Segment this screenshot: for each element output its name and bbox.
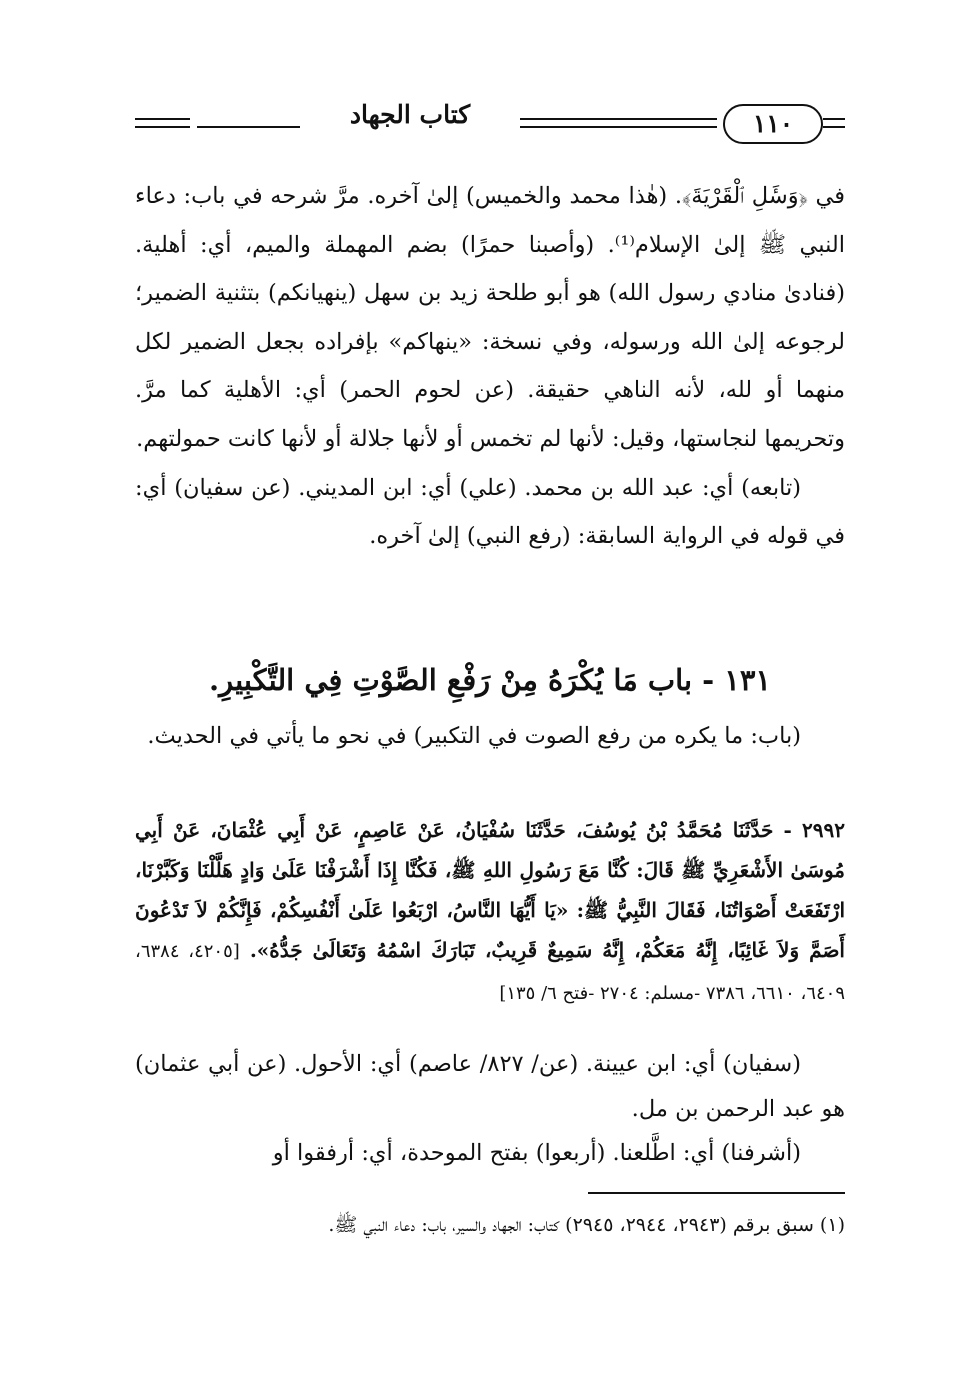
page-number: ١١٠ [723,104,823,144]
header-rule-left [135,126,190,128]
book-title: كتاب الجهاد [300,100,520,129]
paragraph: (سفيان) أي: ابن عيينة. (عن/ ٨٢٧/ عاصم) أي: الأحول. (عن أبي عثمان) هو عبد الرحمن بن مل. [135,1051,845,1122]
header-rule-right [823,118,845,120]
commentary [135,1042,845,1176]
header-rule-left [135,118,190,120]
chapter-description [135,712,845,760]
hadith-references: [٤٢٠٥، ٦٣٨٤، ٦٤٠٩، ٦٦١٠، ٧٣٨٦ -مسلم: ٢٧٠٤ -فتح ٦/ ١٣٥] [135,941,845,1004]
footnote: (١) سبق برقم (٢٩٤٣، ٢٩٤٤، ٢٩٤٥) كتاب: الجهاد والسير، باب: دعاء النبي ﷺ. [328,1214,845,1236]
header-rule-right [823,126,845,128]
main-text [135,172,845,561]
hadith-body: ٢٩٩٢ - حَدَّثَنَا مُحَمَّدُ بْنُ يُوسُفَ، حَدَّثَنَا سُفْيَانُ، عَنْ عَاصِمٍ، عَنْ أَبِي عُثْمَانَ، عَنْ أَبِي مُوسَىٰ الأَشْعَرِيِّ ﷺ قَالَ: كُنَّا مَعَ رَسُولِ اللهِ ﷺ، فَكُنَّا إِذَا أَشْرَفْنَا عَلَىٰ وَادٍ هَلَّلْنَا وَكَبَّرْنَا، ارْتَفَعَتْ أَصْوَاتُنَا، فَقَالَ النَّبِيُّ ﷺ: «يَا أَيُّهَا النَّاسُ، ارْبَعُوا عَلَىٰ أَنْفُسِكُمْ، فَإِنَّكُمْ لاَ تَدْعُونَ أَصَمَّ وَلاَ غَائِبًا، إِنَّهُ مَعَكُمْ، إِنَّهُ سَمِيعٌ قَرِيبٌ، تَبَارَكَ اسْمُهُ وَتَعَالَىٰ جَدُّهُ». [135,818,845,962]
paragraph: في ﴿وَسَٔلِ ٱلْقَرْيَةَ﴾. (هٰذا محمد والخميس) إلىٰ آخره. مرَّ شرحه في باب: دعاء النبي ﷺ إلىٰ الإسلام⁽¹⁾. (وأصبنا حمرًا) بضم المهملة والميم، أي: أهلية. (فنادىٰ منادي رسول الله) هو أبو طلحة زيد بن سهل (ينهيانكم) بتثنية الضمير؛ لرجوعه إلىٰ الله ورسوله، وفي نسخة: «ينهاكم» بإفراده بجعل الضمير لكل منهما أو لله، لأنه الناهي حقيقة. (عن لحوم الحمر) أي: الأهلية كما مرَّ. وتحريمها لنجاستها، وقيل: لأنها لم تخمس أو لأنها جلالة أو لأنها كانت حمولتهم. [135,183,845,452]
paragraph: (تابعه) أي: عبد الله بن محمد. (علي) أي: ابن المديني. (عن سفيان) أي: في قوله في الرواية السابقة: (رفع النبي) إلىٰ آخره. [135,474,845,550]
paragraph: (باب: ما يكره من رفع الصوت في التكبير) في نحو ما يأتي في الحديث. [147,723,801,749]
footnote-rule [588,1192,845,1194]
hadith-text [135,810,845,1014]
paragraph: (أشرفنا) أي: اطَّلعنا. (أربعوا) بفتح الموحدة، أي: أرفقوا أو [272,1140,801,1166]
chapter-heading: ١٣١ - باب مَا يُكْرَهُ مِنْ رَفْعِ الصَّوْتِ فِي التَّكْبِيرِ. [208,663,772,697]
